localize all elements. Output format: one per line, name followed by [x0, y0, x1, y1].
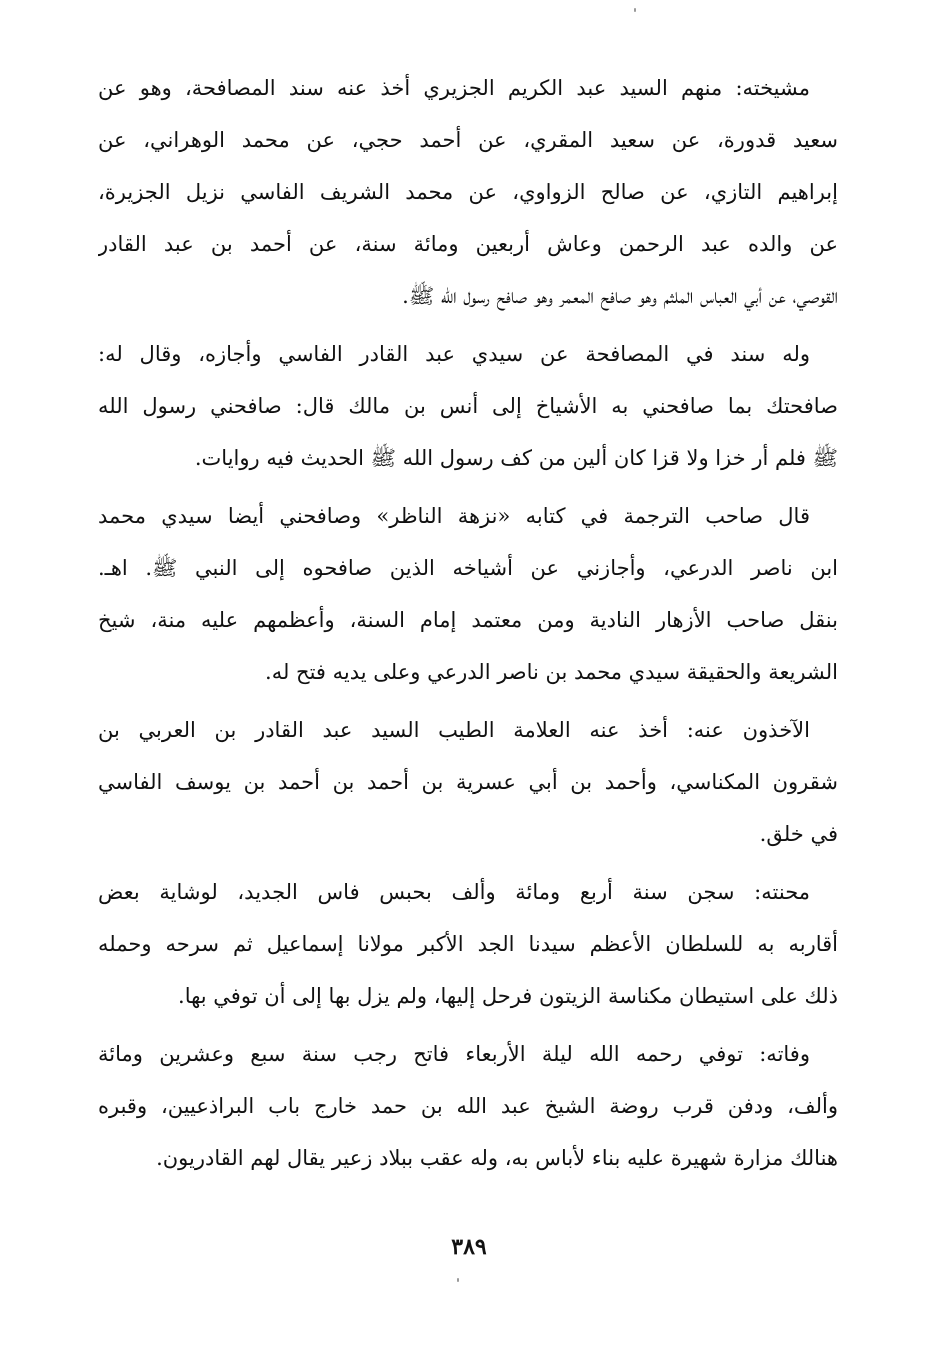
- page-number: ٣٨٩: [451, 1234, 487, 1260]
- text-line: في خلق.: [759, 822, 838, 846]
- text-line: الشريعة والحقيقة سيدي محمد بن ناصر الدرعي وعلى يديه فتح له.: [265, 660, 838, 684]
- text-line: أقاربه به للسلطان الأعظم سيدنا الجد الأكبر مولانا إسماعيل ثم سرحه وحمله: [98, 932, 838, 956]
- text-line: عن والده عبد الرحمن وعاش أربعين ومائة سنة، عن أحمد بن عبد القادر: [98, 232, 838, 256]
- text-line: وألف، ودفن قرب روضة الشيخ عبد الله بن حمد خارج باب البراذعيين، وقبره: [98, 1094, 838, 1118]
- text-line: إبراهيم التازي، عن صالح الزواوي، عن محمد الشريف الفاسي نزيل الجزيرة،: [98, 180, 838, 204]
- paragraph-mashyakha: [98, 62, 838, 322]
- text-line: ذلك على استيطان مكناسة الزيتون فرحل إليها، ولم يزل بها إلى أن توفي بها.: [178, 984, 838, 1008]
- scan-speck: [457, 1278, 459, 1282]
- text-line: محنته: سجن سنة أربع ومائة وألف بحبس فاس الجديد، لوشاية بعض: [98, 880, 810, 904]
- text-line: القوصي، عن أبي العباس الملثم وهو صافح المعمر وهو صافح رسول الله ﷺ.: [402, 284, 838, 308]
- text-line: صافحتك بما صافحني به الأشياخ إلى أنس بن مالك قال: صافحني رسول الله: [98, 394, 838, 418]
- text-line: وفاته: توفي رحمه الله ليلة الأربعاء فاتح رجب سنة سبع وعشرين ومائة: [98, 1042, 810, 1066]
- text-line: هنالك مزارة شهيرة عليه بناء لأباس به، وله عقب ببلاد زعير يقال لهم القادريون.: [156, 1146, 838, 1170]
- text-line: الآخذون عنه: أخذ عنه العلامة الطيب السيد عبد القادر بن العربي بن: [98, 718, 810, 742]
- paragraph-nuzhat-al-nazir: [98, 490, 838, 698]
- scan-speck: [634, 8, 636, 12]
- text-line: ابن ناصر الدرعي، وأجازني عن أشياخه الذين صافحوه إلى النبي ﷺ. اهـ.: [98, 556, 838, 580]
- text-line: شقرون المكناسي، وأحمد بن أبي عسرية بن أحمد بن أحمد بن يوسف الفاسي: [98, 770, 838, 794]
- text-line: قال صاحب الترجمة في كتابه «نزهة الناظر» وصافحني أيضا سيدي محمد: [98, 504, 810, 528]
- text-line: مشيخته: منهم السيد عبد الكريم الجزيري أخذ عنه سند المصافحة، وهو عن: [98, 76, 810, 100]
- text-line: سعيد قدورة، عن سعيد المقري، عن أحمد حجي، عن محمد الوهراني، عن: [98, 128, 838, 152]
- text-line: ﷺ فلم أر خزا ولا قزا كان ألين من كف رسول الله ﷺ الحديث فيه روايات.: [194, 446, 838, 470]
- paragraph-students: [98, 704, 838, 860]
- paragraph-musafaha: [98, 328, 838, 484]
- page-body: [98, 62, 838, 1190]
- text-line: وله سند في المصافحة عن سيدي عبد القادر الفاسي وأجازه، وقال له:: [98, 342, 810, 366]
- text-line: بنقل صاحب الأزهار النادية ومن معتمد إمام السنة، وأعظمهم عليه منة، شيخ: [98, 608, 838, 632]
- paragraph-ordeal: [98, 866, 838, 1022]
- paragraph-death: [98, 1028, 838, 1184]
